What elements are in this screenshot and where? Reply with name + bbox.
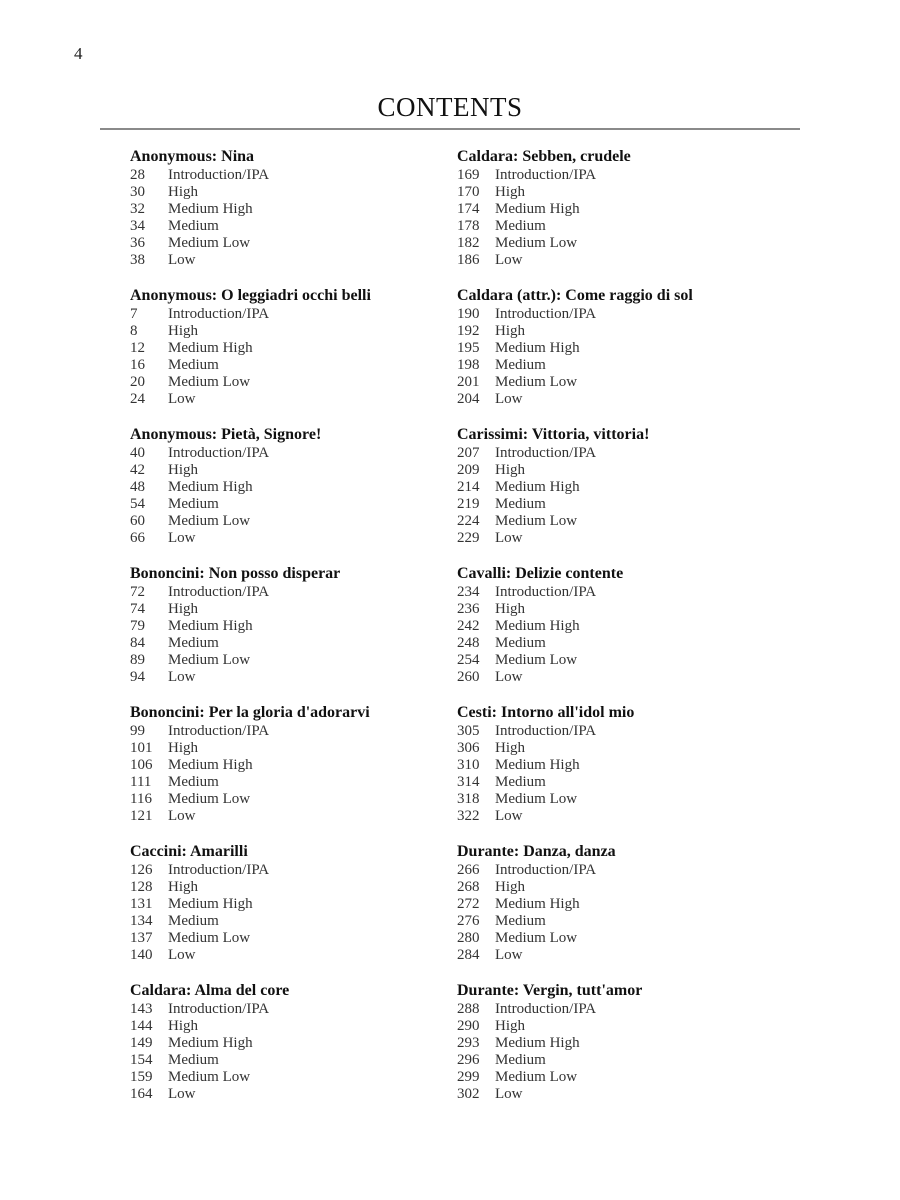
entry-page-number: 24: [130, 391, 145, 407]
list-item: [130, 601, 460, 618]
entry-page-number: 318: [457, 791, 480, 807]
entry-label: Medium: [168, 1052, 219, 1068]
entry-label: Medium Low: [495, 930, 578, 946]
list-item: [130, 757, 460, 774]
entry-label: Medium: [495, 774, 546, 790]
entry-page-number: 106: [130, 757, 153, 773]
entry-page-number: 305: [457, 723, 480, 739]
list-item: [457, 757, 787, 774]
list-item: [130, 913, 460, 930]
entry-label: Introduction/IPA: [168, 862, 270, 878]
entry-page-number: 159: [130, 1069, 153, 1085]
list-item: [130, 323, 460, 340]
entry-page-number: 111: [130, 774, 152, 790]
entry-page-number: 84: [130, 635, 145, 651]
entry-label: Low: [168, 669, 196, 685]
entry-page-number: 207: [457, 445, 480, 461]
section-heading: Durante: Danza, danza: [457, 843, 616, 860]
entry-page-number: 126: [130, 862, 153, 878]
contents-section: [130, 425, 460, 564]
entry-label: Medium: [168, 774, 219, 790]
list-item: [457, 635, 787, 652]
entry-label: Medium High: [168, 896, 253, 912]
entry-label: Low: [495, 947, 523, 963]
entry-label: Medium: [168, 913, 219, 929]
list-item: [457, 930, 787, 947]
entry-page-number: 66: [130, 530, 145, 546]
entry-label: Low: [168, 391, 196, 407]
entry-page-number: 284: [457, 947, 480, 963]
entry-label: Medium Low: [495, 374, 578, 390]
entry-label: Medium Low: [168, 1069, 251, 1085]
list-item: [130, 774, 460, 791]
entry-page-number: 134: [130, 913, 153, 929]
entry-label: Medium: [168, 496, 219, 512]
list-item: [130, 669, 460, 686]
entry-page-number: 72: [130, 584, 145, 600]
entry-page-number: 7: [130, 306, 138, 322]
contents-section: [130, 981, 460, 1120]
entry-label: Medium Low: [168, 513, 251, 529]
entry-page-number: 137: [130, 930, 153, 946]
entry-label: Introduction/IPA: [495, 1001, 597, 1017]
entry-label: High: [168, 462, 198, 478]
entry-page-number: 296: [457, 1052, 480, 1068]
list-item: [130, 1035, 460, 1052]
entry-page-number: 322: [457, 808, 480, 824]
entry-page-number: 276: [457, 913, 480, 929]
entry-label: High: [495, 462, 525, 478]
section-heading: Carissimi: Vittoria, vittoria!: [457, 426, 650, 443]
list-item: [457, 1069, 787, 1086]
list-item: [130, 357, 460, 374]
entry-page-number: 248: [457, 635, 480, 651]
entry-label: Introduction/IPA: [168, 723, 270, 739]
section-heading: Anonymous: O leggiadri occhi belli: [130, 287, 371, 304]
list-item: [457, 391, 787, 408]
entry-label: Introduction/IPA: [168, 306, 270, 322]
contents-section: [457, 564, 787, 703]
entry-list: [457, 862, 787, 964]
list-item: [457, 462, 787, 479]
list-item: [130, 184, 460, 201]
entry-page-number: 186: [457, 252, 480, 268]
section-heading: Caldara: Alma del core: [130, 982, 290, 999]
entry-label: Medium: [168, 218, 219, 234]
list-item: [130, 462, 460, 479]
page-title: CONTENTS: [377, 92, 523, 122]
list-item: [130, 879, 460, 896]
entry-label: Medium: [495, 357, 546, 373]
list-item: [457, 652, 787, 669]
contents-section: [457, 286, 787, 425]
entry-page-number: 242: [457, 618, 480, 634]
entry-label: Medium Low: [495, 652, 578, 668]
entry-label: Medium Low: [495, 513, 578, 529]
contents-column-left: [130, 147, 460, 1120]
entry-page-number: 32: [130, 201, 145, 217]
entry-label: High: [495, 323, 525, 339]
entry-page-number: 182: [457, 235, 480, 251]
entry-label: Low: [168, 947, 196, 963]
list-item: [130, 1069, 460, 1086]
entry-page-number: 272: [457, 896, 480, 912]
entry-page-number: 209: [457, 462, 480, 478]
list-item: [457, 740, 787, 757]
entry-label: Introduction/IPA: [168, 445, 270, 461]
entry-page-number: 143: [130, 1001, 153, 1017]
entry-label: Introduction/IPA: [495, 167, 597, 183]
list-item: [130, 930, 460, 947]
list-item: [457, 340, 787, 357]
entry-list: [457, 306, 787, 408]
list-item: [130, 1001, 460, 1018]
entry-label: Medium: [495, 635, 546, 651]
list-item: [130, 618, 460, 635]
entry-page-number: 12: [130, 340, 145, 356]
section-heading: Anonymous: Pietà, Signore!: [130, 426, 322, 443]
list-item: [457, 723, 787, 740]
list-item: [457, 374, 787, 391]
list-item: [457, 669, 787, 686]
entry-label: Medium: [495, 218, 546, 234]
entry-page-number: 306: [457, 740, 480, 756]
list-item: [130, 513, 460, 530]
entry-page-number: 79: [130, 618, 145, 634]
entry-label: Medium: [495, 1052, 546, 1068]
entry-page-number: 192: [457, 323, 480, 339]
list-item: [457, 184, 787, 201]
entry-page-number: 121: [130, 808, 153, 824]
entry-page-number: 219: [457, 496, 480, 512]
contents-section: [130, 564, 460, 703]
entry-page-number: 236: [457, 601, 480, 617]
entry-list: [457, 167, 787, 269]
entry-label: Low: [168, 252, 196, 268]
contents-section: [130, 286, 460, 425]
list-item: [130, 862, 460, 879]
entry-page-number: 314: [457, 774, 480, 790]
entry-label: Medium High: [495, 757, 580, 773]
list-item: [130, 235, 460, 252]
entry-label: Low: [495, 808, 523, 824]
list-item: [130, 374, 460, 391]
entry-page-number: 30: [130, 184, 145, 200]
list-item: [130, 445, 460, 462]
list-item: [457, 618, 787, 635]
entry-page-number: 16: [130, 357, 145, 373]
entry-label: Medium: [495, 496, 546, 512]
entry-label: Medium High: [495, 1035, 580, 1051]
section-heading: Caccini: Amarilli: [130, 843, 248, 860]
entry-page-number: 195: [457, 340, 480, 356]
list-item: [457, 947, 787, 964]
entry-label: Introduction/IPA: [168, 584, 270, 600]
contents-column-right: [457, 147, 787, 1120]
list-item: [130, 167, 460, 184]
entry-label: Introduction/IPA: [495, 445, 597, 461]
entry-page-number: 38: [130, 252, 145, 268]
entry-label: Low: [495, 669, 523, 685]
section-heading: Bononcini: Non posso disperar: [130, 565, 341, 582]
entry-page-number: 178: [457, 218, 480, 234]
entry-page-number: 154: [130, 1052, 153, 1068]
entry-page-number: 101: [130, 740, 153, 756]
entry-label: Medium Low: [168, 791, 251, 807]
list-item: [130, 808, 460, 825]
list-item: [457, 479, 787, 496]
entry-page-number: 288: [457, 1001, 480, 1017]
entry-page-number: 170: [457, 184, 480, 200]
list-item: [457, 1035, 787, 1052]
list-item: [130, 306, 460, 323]
list-item: [130, 635, 460, 652]
entry-page-number: 293: [457, 1035, 480, 1051]
entry-list: [130, 584, 460, 686]
list-item: [130, 947, 460, 964]
entry-page-number: 99: [130, 723, 145, 739]
section-heading: Cesti: Intorno all'idol mio: [457, 704, 635, 721]
section-heading: Bononcini: Per la gloria d'adorarvi: [130, 704, 370, 721]
entry-label: High: [495, 184, 525, 200]
entry-label: High: [168, 184, 198, 200]
entry-label: Medium High: [168, 201, 253, 217]
entry-label: Low: [495, 1086, 523, 1102]
entry-page-number: 131: [130, 896, 153, 912]
entry-page-number: 116: [130, 791, 152, 807]
entry-label: Medium High: [495, 896, 580, 912]
list-item: [457, 1018, 787, 1035]
list-item: [130, 584, 460, 601]
entry-label: Introduction/IPA: [495, 862, 597, 878]
entry-label: Medium High: [168, 618, 253, 634]
section-heading: Caldara: Sebben, crudele: [457, 148, 631, 165]
list-item: [457, 252, 787, 269]
entry-label: Medium High: [168, 340, 253, 356]
title-rule: [100, 128, 800, 130]
entry-page-number: 149: [130, 1035, 153, 1051]
entry-list: [130, 445, 460, 547]
list-item: [457, 306, 787, 323]
entry-page-number: 310: [457, 757, 480, 773]
entry-label: Medium High: [495, 618, 580, 634]
entry-list: [130, 723, 460, 825]
entry-page-number: 8: [130, 323, 138, 339]
entry-label: Medium High: [495, 479, 580, 495]
list-item: [457, 357, 787, 374]
list-item: [457, 879, 787, 896]
entry-page-number: 229: [457, 530, 480, 546]
contents-section: [457, 425, 787, 564]
entry-list: [130, 167, 460, 269]
entry-label: Introduction/IPA: [168, 167, 270, 183]
list-item: [457, 808, 787, 825]
list-item: [457, 513, 787, 530]
entry-page-number: 20: [130, 374, 145, 390]
entry-page-number: 280: [457, 930, 480, 946]
entry-label: Medium Low: [168, 374, 251, 390]
entry-label: High: [168, 323, 198, 339]
entry-label: High: [495, 601, 525, 617]
entry-label: Introduction/IPA: [495, 723, 597, 739]
contents-section: [457, 703, 787, 842]
entry-label: Low: [168, 530, 196, 546]
entry-label: High: [495, 740, 525, 756]
entry-page-number: 299: [457, 1069, 480, 1085]
entry-page-number: 36: [130, 235, 145, 251]
list-item: [457, 218, 787, 235]
contents-section: [457, 842, 787, 981]
entry-label: Medium: [495, 913, 546, 929]
list-item: [457, 774, 787, 791]
entry-label: High: [168, 1018, 198, 1034]
entry-page-number: 260: [457, 669, 480, 685]
entry-page-number: 290: [457, 1018, 480, 1034]
section-heading: Cavalli: Delizie contente: [457, 565, 624, 582]
entry-page-number: 266: [457, 862, 480, 878]
section-heading: Caldara (attr.): Come raggio di sol: [457, 287, 693, 304]
list-item: [130, 1052, 460, 1069]
entry-page-number: 89: [130, 652, 145, 668]
entry-label: Introduction/IPA: [495, 584, 597, 600]
entry-list: [130, 862, 460, 964]
entry-list: [457, 445, 787, 547]
entry-list: [457, 1001, 787, 1103]
list-item: [457, 445, 787, 462]
entry-label: High: [168, 879, 198, 895]
list-item: [457, 913, 787, 930]
section-heading: Durante: Vergin, tutt'amor: [457, 982, 643, 999]
entry-label: Medium: [168, 635, 219, 651]
list-item: [457, 323, 787, 340]
entry-label: Medium Low: [495, 791, 578, 807]
list-item: [130, 479, 460, 496]
list-item: [457, 496, 787, 513]
entry-page-number: 214: [457, 479, 480, 495]
entry-page-number: 169: [457, 167, 480, 183]
entry-page-number: 54: [130, 496, 145, 512]
entry-page-number: 224: [457, 513, 480, 529]
list-item: [457, 584, 787, 601]
entry-label: Medium Low: [168, 652, 251, 668]
entry-page-number: 40: [130, 445, 145, 461]
list-item: [457, 201, 787, 218]
list-item: [130, 218, 460, 235]
entry-label: Low: [168, 1086, 196, 1102]
list-item: [130, 791, 460, 808]
list-item: [130, 740, 460, 757]
entry-page-number: 42: [130, 462, 145, 478]
entry-label: High: [495, 879, 525, 895]
contents-section: [130, 842, 460, 981]
entry-label: Low: [495, 530, 523, 546]
entry-page-number: 34: [130, 218, 145, 234]
entry-label: Low: [495, 252, 523, 268]
entry-label: Medium: [168, 357, 219, 373]
entry-page-number: 28: [130, 167, 145, 183]
list-item: [457, 1086, 787, 1103]
entry-label: Introduction/IPA: [168, 1001, 270, 1017]
entry-page-number: 144: [130, 1018, 153, 1034]
entry-label: Medium High: [168, 757, 253, 773]
entry-page-number: 190: [457, 306, 480, 322]
list-item: [457, 791, 787, 808]
list-item: [130, 252, 460, 269]
entry-page-number: 204: [457, 391, 480, 407]
list-item: [130, 652, 460, 669]
list-item: [457, 167, 787, 184]
entry-page-number: 164: [130, 1086, 153, 1102]
list-item: [130, 496, 460, 513]
entry-label: Medium High: [495, 340, 580, 356]
contents-section: [457, 147, 787, 286]
entry-label: High: [495, 1018, 525, 1034]
entry-label: Medium High: [168, 479, 253, 495]
list-item: [457, 862, 787, 879]
contents-section: [130, 703, 460, 842]
entry-label: Medium High: [168, 1035, 253, 1051]
entry-page-number: 128: [130, 879, 153, 895]
list-item: [130, 340, 460, 357]
entry-page-number: 174: [457, 201, 480, 217]
entry-label: Medium High: [495, 201, 580, 217]
entry-page-number: 140: [130, 947, 153, 963]
entry-page-number: 48: [130, 479, 145, 495]
entry-page-number: 60: [130, 513, 145, 529]
contents-section: [457, 981, 787, 1120]
entry-label: Low: [168, 808, 196, 824]
entry-page-number: 234: [457, 584, 480, 600]
list-item: [457, 896, 787, 913]
list-item: [130, 723, 460, 740]
entry-page-number: 254: [457, 652, 480, 668]
entry-list: [457, 723, 787, 825]
entry-label: Low: [495, 391, 523, 407]
entry-page-number: 201: [457, 374, 480, 390]
entry-list: [457, 584, 787, 686]
entry-label: High: [168, 740, 198, 756]
entry-page-number: 268: [457, 879, 480, 895]
entry-page-number: 94: [130, 669, 145, 685]
list-item: [130, 896, 460, 913]
entry-label: High: [168, 601, 198, 617]
contents-section: [130, 147, 460, 286]
list-item: [130, 391, 460, 408]
list-item: [130, 201, 460, 218]
entry-list: [130, 1001, 460, 1103]
entry-label: Introduction/IPA: [495, 306, 597, 322]
entry-label: Medium Low: [495, 1069, 578, 1085]
entry-label: Medium Low: [168, 930, 251, 946]
page-number: 4: [74, 44, 83, 63]
entry-label: Medium Low: [168, 235, 251, 251]
list-item: [457, 1001, 787, 1018]
list-item: [130, 1018, 460, 1035]
entry-page-number: 302: [457, 1086, 480, 1102]
list-item: [130, 1086, 460, 1103]
list-item: [457, 235, 787, 252]
entry-label: Medium Low: [495, 235, 578, 251]
list-item: [130, 530, 460, 547]
section-heading: Anonymous: Nina: [130, 148, 255, 165]
list-item: [457, 1052, 787, 1069]
list-item: [457, 601, 787, 618]
list-item: [457, 530, 787, 547]
entry-list: [130, 306, 460, 408]
entry-page-number: 198: [457, 357, 480, 373]
entry-page-number: 74: [130, 601, 145, 617]
